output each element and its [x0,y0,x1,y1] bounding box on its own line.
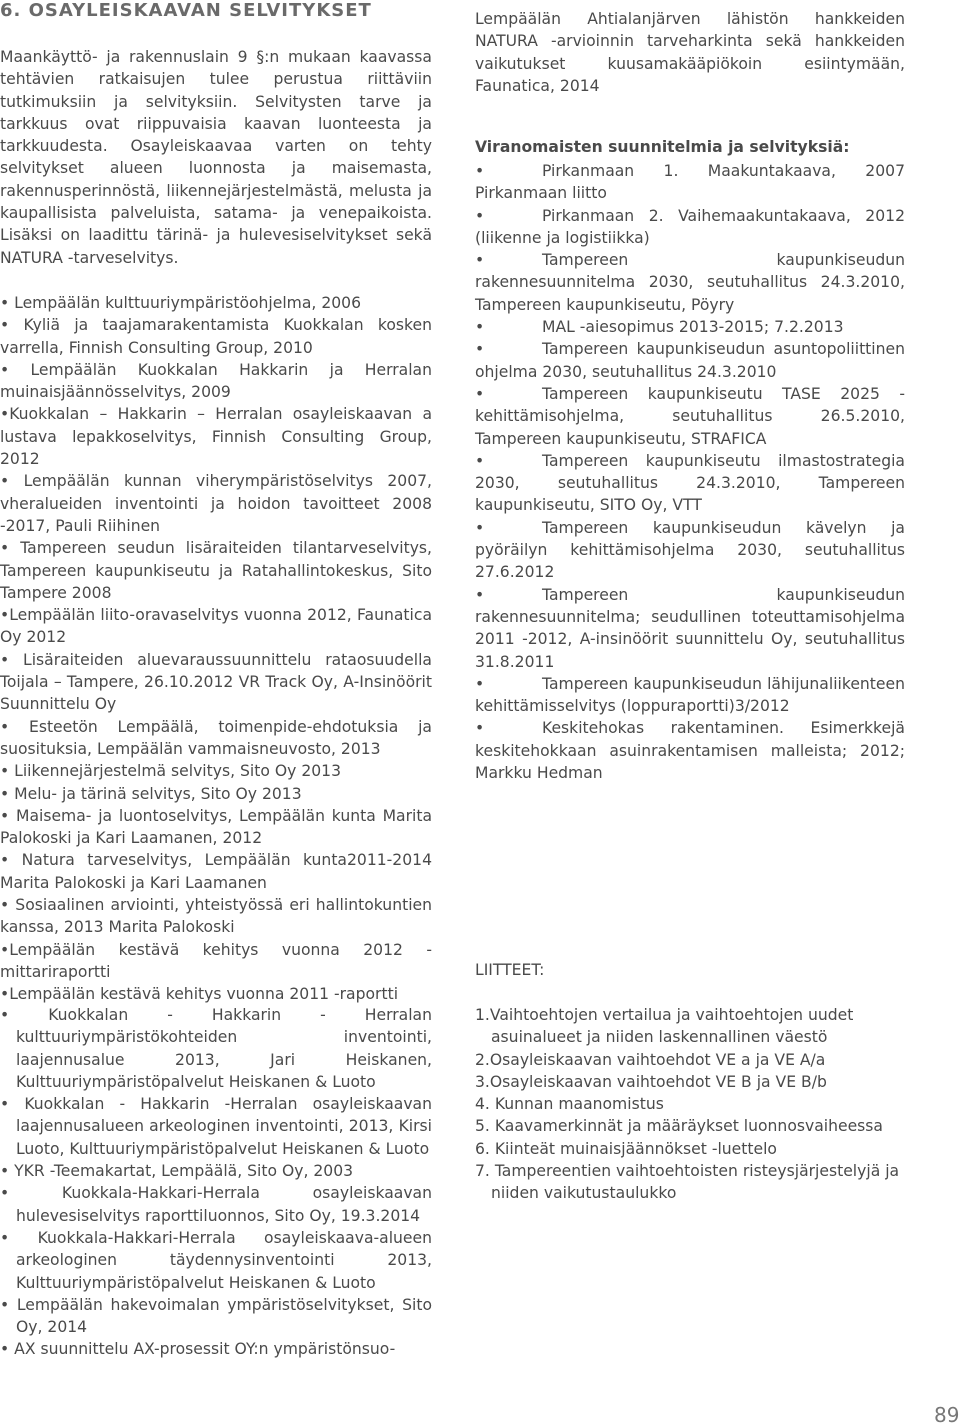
list-item [475,584,905,673]
list-item: • Kyliä ja taajamarakentamista Kuokkalan kosken varrella, Finnish Consulting Group, 2010 [0,316,432,357]
list-item-text: Tampereen kaupunkiseudun rakennesuunnitelma 2030, seutuhallitus 24.3.2010, Tampereen kaupunkiseutu, Pöyry [475,251,905,314]
list-item: •Lempäälän liito-oravaselvitys vuonna 2012, Faunatica Oy 2012 [0,606,432,647]
attachments-list [475,1004,905,1205]
list-item: • Lempäälän kunnan viherympäristöselvitys 2007, vheralueiden inventointi ja hoidon tavoitteet 2008 -2017, Pauli Riihinen [0,472,432,535]
list-item-text: Tampereen kaupunkiseudun asuntopoliittinen ohjelma 2030, seutuhallitus 24.3.2010 [475,340,905,381]
list-item-text: Pirkanmaan 1. Maakuntakaava, 2007 Pirkanmaan liitto [475,162,905,203]
list-item: • Lempäälän Kuokkalan Hakkarin ja Herralan muinaisjäännösselvitys, 2009 [0,360,432,402]
list-item-text: Tampereen kaupunkiseudun rakennesuunnitelma; seudullinen toteuttamisohjelma 2011 -2012, A-insinöörit suunnittelu Oy, seutuhallitus 31.8.2011 [475,585,905,671]
list-item: • AX suunnittelu AX-prosessit OY:n ympäristönsuo- [0,1340,396,1359]
list-item: • Lempäälän kulttuuriympäristöohjelma, 2006 [0,294,362,312]
section-heading: 6. OSAYLEISKAAVAN SELVITYKSET [0,0,372,21]
bullet-icon: • [475,318,485,337]
studies-list-continued [0,1004,432,1361]
bullet-icon: • [475,451,485,470]
page-number: 89 [934,1403,960,1427]
list-item-text: Pirkanmaan 2. Vaihemaakuntakaava, 2012 (liikenne ja logistiikka) [475,206,905,247]
list-item: • Esteetön Lempäälä, toimenpide-ehdotuksia ja suosituksia, Lempäälän vammaisneuvosto, 2013 [0,717,432,758]
list-item [475,338,905,383]
list-item: •Lempäälän kestävä kehitys vuonna 2011 -raportti [0,985,399,1004]
list-item: • Kuokkalan - Hakkarin - Herralan kulttuuriympäristökohteiden inventointi, laajennusalue 2013, Jari Heiskanen, Kulttuuriympäristöpalvelut Heiskanen & Luoto [0,1006,432,1091]
list-item: • Tampereen seudun lisäraiteiden tilantarveselvitys, Tampereen kaupunkiseutu ja Ratahallintokeskus, Sito Tampere 2008 [0,539,432,602]
authorities-heading: Viranomaisten suunnitelmia ja selvityksiä: [475,138,850,156]
intro-paragraph: Maankäyttö- ja rakennuslain 9 §:n mukaan kaavassa tehtävien ratkaisujen tulee perustua riittäviin tutkimuksiin ja selvityksiin. Selvitysten tarve ja tarkkuus ovat riippuvaisia kaavan luonteesta ja tarkkuudesta. Osayleiskaavaa varten on tehty selvitykset alueen luonnosta ja maisemasta, rakennusperinnöstä, liikennejärjestelmästä, melusta ja kaupallisista palveluista, satama- ja venepaikoista. Lisäksi on laadittu tärinä- ja hulevesiselvitykset sekä NATURA -tarveselvitys. [0,48,432,267]
list-item [475,517,905,584]
list-item-text: Tampereen kaupunkiseudun lähijunaliikenteen kehittämisselvitys (loppuraportti)3/2012 [475,674,905,716]
attachment-item: 7. Tampereentien vaihtoehtoisten risteysjärjestelyjä ja niiden vaikutustaulukko [475,1162,900,1203]
attachment-item: 4. Kunnan maanomistus [475,1095,664,1114]
bullet-icon: • [475,674,485,693]
attachment-item: 1.Vaihtoehtojen vertailua ja vaihtoehtojen uudet asuinalueet ja niiden laskennallinen väestö [475,1006,854,1047]
bullet-icon: • [475,251,485,270]
list-item: • YKR -Teemakartat, Lempäälä, Sito Oy, 2003 [0,1162,354,1181]
authorities-list [475,160,905,784]
bullet-icon: • [475,162,485,180]
list-item: • Sosiaalinen arviointi, yhteistyössä eri hallintokuntien kanssa, 2013 Marita Palokoski [0,896,432,937]
list-item: •Kuokkalan – Hakkarin – Herralan osayleiskaavan a lustava lepakkoselvitys, Finnish Consulting Group, 2012 [0,405,432,469]
list-item: • Lempäälän hakevoimalan ympäristöselvitykset, Sito Oy, 2014 [0,1295,432,1337]
attachment-item: 2.Osayleiskaavan vaihtoehdot VE a ja VE A/a [475,1050,826,1069]
list-item-text: Keskitehokas rakentaminen. Esimerkkejä keskitehokkaan asuinrakentamisen malleista; 2012; Markku Hedman [475,719,905,783]
list-item [475,673,905,718]
list-item: • Kuokkalan - Hakkarin -Herralan osayleiskaavan laajennusalueen arkeologinen inventointi, 2013, Kirsi Luoto, Kulttuuriympäristöpalvelut Heiskanen & Luoto [0,1095,432,1158]
list-item [475,160,905,205]
list-item [475,450,905,517]
list-item: • Lisäraiteiden aluevaraussuunnittelu rataosuudella Toijala – Tampere, 26.10.2012 VR Track Oy, A-Insinöörit Suunnittelu Oy [0,650,432,714]
list-item-text: Tampereen kaupunkiseutu ilmastostrategia 2030, seutuhallitus 24.3.2010, Tampereen kaupunkiseutu, SITO Oy, VTT [475,451,905,515]
list-item-text: Tampereen kaupunkiseutu TASE 2025 -kehittämisohjelma, seutuhallitus 26.5.2010, Tampereen kaupunkiseutu, STRAFICA [475,384,905,448]
attachments-heading: LIITTEET: [475,961,545,979]
list-item [475,249,905,316]
list-item: • Kuokkala-Hakkari-Herrala osayleiskaavan hulevesiselvitys raporttiluonnos, Sito Oy, 19.3.2014 [0,1184,432,1225]
list-item-text: MAL -aiesopimus 2013-2015; 7.2.2013 [542,318,844,337]
natura-paragraph: Lempäälän Ahtialanjärven lähistön hankkeiden NATURA -arvioinnin tarveharkinta sekä hankkeiden vaikutukset kuusamakääpiökoin esiintymään, Faunatica, 2014 [475,10,905,95]
bullet-icon: • [475,206,485,225]
bullet-icon: • [475,719,485,738]
bullet-icon: • [475,340,485,359]
list-item: •Lempäälän kestävä kehitys vuonna 2012 - mittariraportti [0,940,432,981]
list-item [475,316,905,338]
list-item: • Maisema- ja luontoselvitys, Lempäälän kunta Marita Palokoski ja Kari Laamanen, 2012 [0,806,432,848]
attachment-item: 5. Kaavamerkinnät ja määräykset luonnosvaiheessa [475,1117,883,1136]
bullet-icon: • [475,384,485,403]
list-item: • Liikennejärjestelmä selvitys, Sito Oy 2013 [0,762,342,781]
attachment-item: 3.Osayleiskaavan vaihtoehdot VE B ja VE B/b [475,1072,827,1091]
list-item [475,383,905,450]
list-item: • Melu- ja tärinä selvitys, Sito Oy 2013 [0,784,302,803]
bullet-icon: • [475,518,485,537]
studies-list [0,292,432,1006]
list-item-text: Tampereen kaupunkiseudun kävelyn ja pyöräilyn kehittämisohjelma 2030, seutuhallitus 27.6.2012 [475,518,905,582]
list-item: • Natura tarveselvitys, Lempäälän kunta2011-2014 Marita Palokoski ja Kari Laamanen [0,851,432,892]
list-item [475,717,905,784]
list-item [475,205,905,250]
attachment-item: 6. Kiinteät muinaisjäännökset -luettelo [475,1139,777,1158]
list-item: • Kuokkala-Hakkari-Herrala osayleiskaava-alueen arkeologinen täydennysinventointi 2013, Kulttuuriympäristöpalvelut Heiskanen & Luoto [0,1228,432,1292]
bullet-icon: • [475,585,485,604]
